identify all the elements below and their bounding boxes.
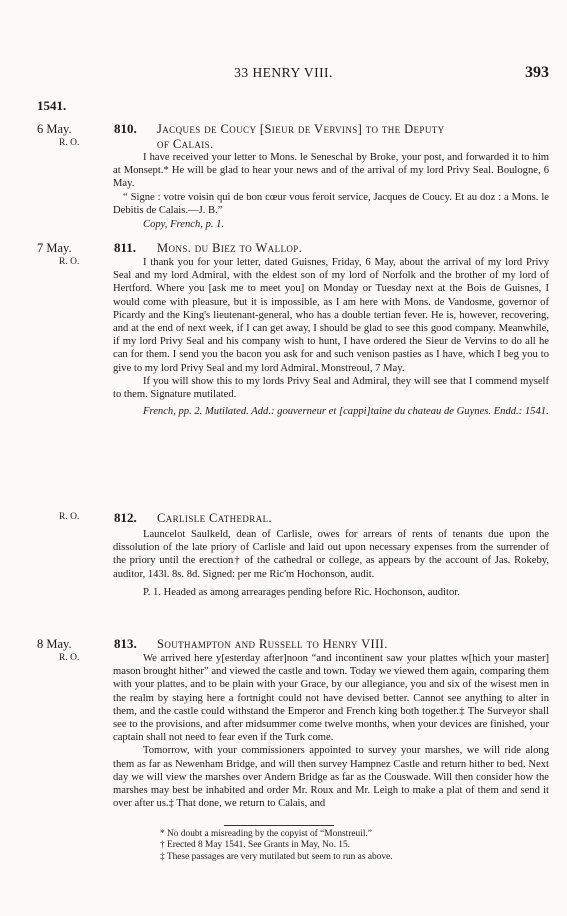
entry-body xyxy=(113,151,549,231)
entry-title-text: Jacques de Coucy [Sieur de Vervins] to the Deputy xyxy=(157,122,445,136)
source-ref: R. O. xyxy=(59,512,80,522)
source-ref: R. O. xyxy=(59,653,80,663)
footnote: ‡ These passages are very mutilated but seem to run as above. xyxy=(160,851,393,862)
entry-date: 7 May. xyxy=(37,241,72,255)
paragraph: I have received your letter to Mons. le Seneschal by Broke, your post, and forwarded it to him at Monsept.* He will be glad to hear your news and of the arrival of my lord Privy Seal. Boulogne, 6 May. xyxy=(113,152,549,190)
source-ref: R. O. xyxy=(59,257,80,267)
entry-title: Southampton and Russell to Henry VIII. xyxy=(157,637,388,651)
footnotes xyxy=(160,829,560,863)
paragraph: Launcelot Saulkeld, dean of Carlisle, owes for arrears of rents of tenants due upon the dissolution of the late priory of Carlisle and laid out upon necessary expenses from the surrender of the priory until the erection† of the cathedral or college, as appears by the account of Jas. Rokeby, auditor, 143l. 8s. 8d. Signed: per me Ric'm Hochonson, audit. xyxy=(113,529,549,580)
paragraph: “ Signe : votre voisin qui de bon cœur vous feroit service, Jacques de Coucy. Et au doz : a Mons. le Debitis de Calais.—J. B.” xyxy=(113,191,549,216)
running-head-title: 33 HENRY VIII. xyxy=(234,65,333,80)
entry-title: Mons. du Biez to Wallop. xyxy=(157,241,303,255)
entry-number: 811. xyxy=(114,240,137,255)
entry-body xyxy=(113,652,549,810)
paragraph-note: French, pp. 2. Mutilated. Add.: gouverneur et [cappi]taine du chateau de Guynes. Endd.: 1541. xyxy=(143,406,549,418)
entry-body xyxy=(113,528,549,599)
paragraph: Tomorrow, with your commissioners appointed to survey your marshes, we will ride along them as far as Newenham Bridge, and will then survey Hampnez Castle and return hither to bed. Next day we will view the marshes over Andern Bridge as far as the Couswade. Will then consider how the marshes may best be inhabited and order Mr. Roux and Mr. Leigh to make a plat of them and send it over after us.‡ That done, we return to Calais, and xyxy=(113,745,549,810)
entry-date: 8 May. xyxy=(37,637,72,651)
running-head xyxy=(0,64,567,84)
entry-number: 810. xyxy=(114,121,137,136)
footnote-rule xyxy=(224,825,334,826)
paragraph: I thank you for your letter, dated Guisnes, Friday, 6 May, about the arrival of my lord Privy Seal and my lord Admiral, with the eldest son of my lord of Norfolk and the brother of my lord of Hertford. Where you [ask me to meet you] on Monday or Tuesday next at the Bois de Guisnes, I would come with pleasure, but it is impossible, as I am here with Mons. de Vandosme, governor of Picardy and the King's lieutenant-general, who has a double tertian fever. He is, however, recovering, and at the end of next week, if I can get away, I should be glad to see this good company. Meanwhile, if my lord Privy Seal and his company wish to hunt, I have ordered the Sieur de Vervins to do all he can for them. I send you the bacon you ask for and such venison pasties as I have, which I beg you to give to my lord Privy Seal and my lord Admiral. Monstreoul, 7 May. xyxy=(113,257,549,374)
paragraph-note: P. 1. Headed as among arrearages pending before Ric. Hochonson, auditor. xyxy=(143,586,460,598)
footnote: * No doubt a misreading by the copyist of “Monstreuil.” xyxy=(160,829,372,839)
source-ref: R. O. xyxy=(59,138,80,148)
year-marker: 1541. xyxy=(37,98,67,113)
entry-body xyxy=(113,256,549,418)
paragraph: If you will show this to my lords Privy Seal and Admiral, they will see that I commend myself to them. Signature mutilated. xyxy=(113,375,549,401)
entry-date: 6 May. xyxy=(37,122,72,136)
entry-title-continued: of Calais. xyxy=(157,137,214,151)
entry-number: 813. xyxy=(114,636,137,651)
entry-title: Carlisle Cathedral. xyxy=(157,511,273,525)
page-number: 393 xyxy=(525,64,549,81)
entry-title xyxy=(157,122,549,152)
paragraph: We arrived here y[esterday after]noon “and incontinent saw your plattes w[hich your master] mason brought hither” and viewed the castle and town. Today we viewed them again, comparing them with your plattes, and to be plain with your Grace, by our allegiance, you and six of the wisest men in the realm by staying here a fortnight could not have devised better. Cannot see anything to alter in them, and the castle could withstand the Emperor and French king both together.‡ The Surveyor shall see to the provisions, and after midsummer come twelve months, when your devices are finished, your captain shall not need to fear even if the Turk come. xyxy=(113,653,549,744)
paragraph-note: Copy, French, p. 1. xyxy=(143,219,225,231)
footnote: † Erected 8 May 1541. See Grants in May, No. 15. xyxy=(160,840,350,851)
entry-number: 812. xyxy=(114,510,137,525)
